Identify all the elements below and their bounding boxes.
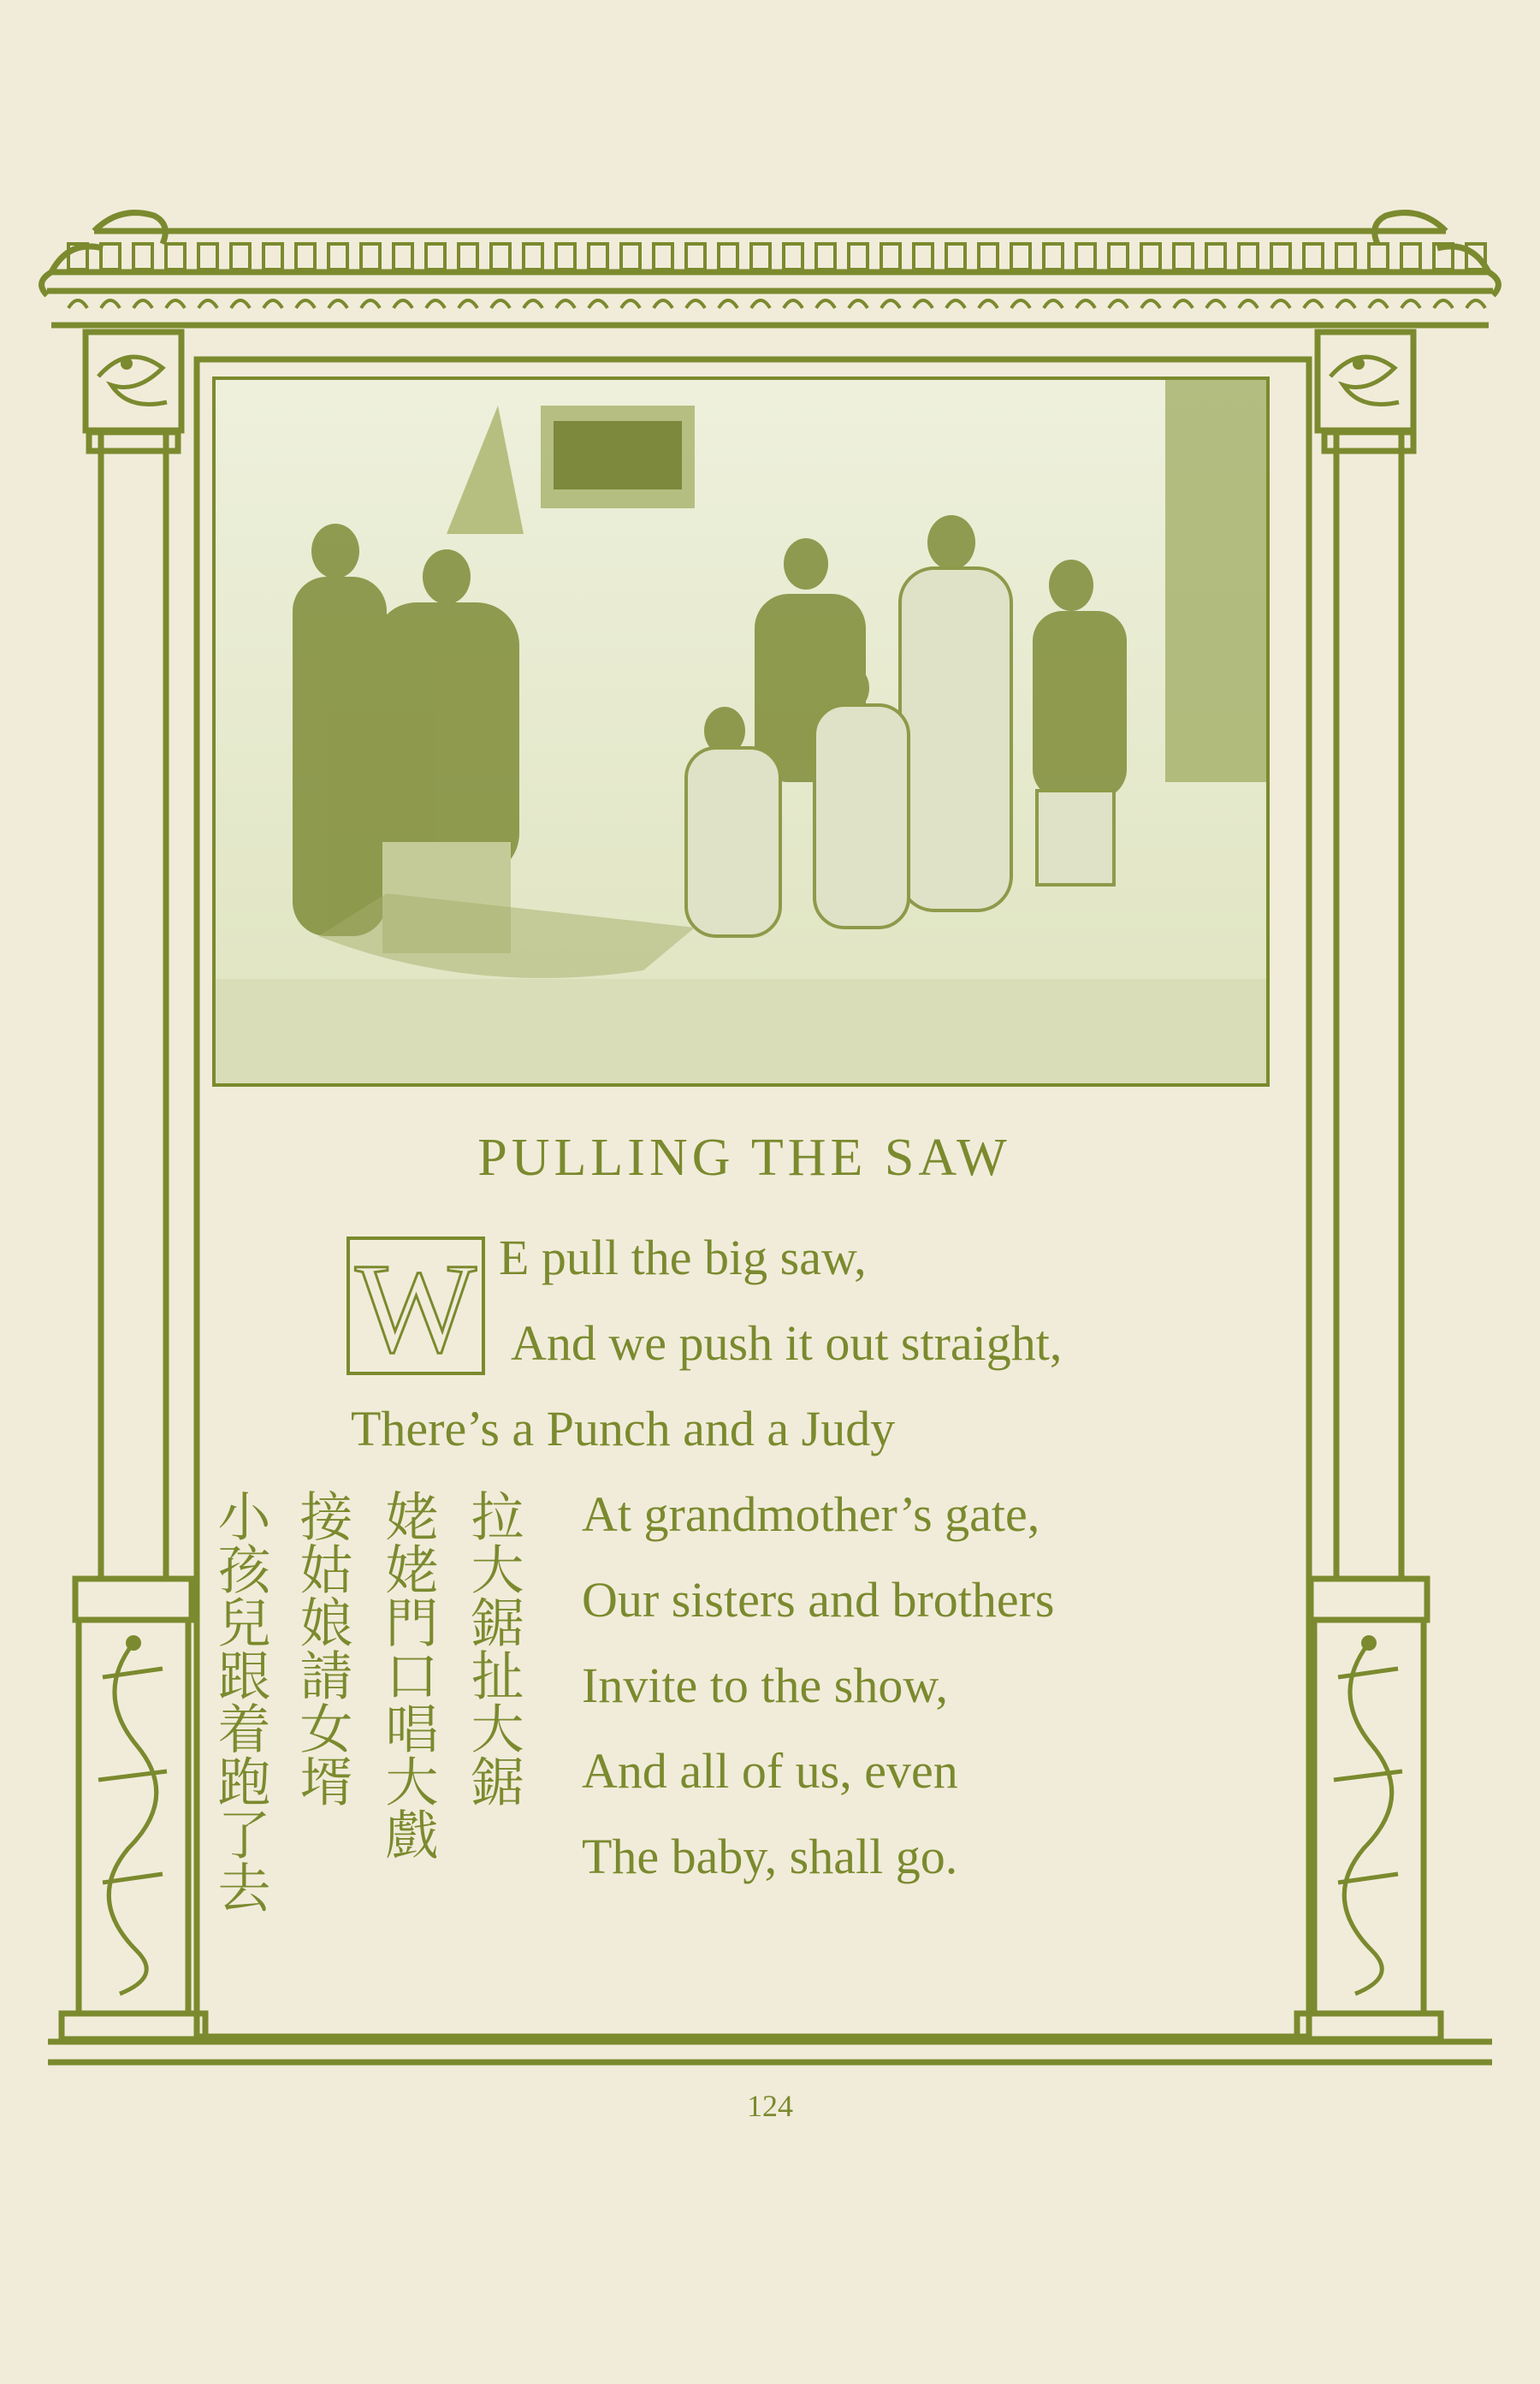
verse-line-6: Invite to the show, — [582, 1658, 948, 1713]
photograph-punch-and-judy — [212, 377, 1270, 1087]
drop-cap — [346, 1236, 485, 1379]
chinese-column-2: 姥姥門口唱大戲 — [376, 1489, 439, 1860]
chinese-column-4: 小孩兒跟着跑了去 — [209, 1489, 271, 1913]
chinese-column-3: 接姑娘請女壻 — [291, 1489, 353, 1807]
page-number: 124 — [747, 2089, 793, 2123]
verse-line-7: And all of us, even — [582, 1743, 958, 1799]
chinese-column-1: 拉大鋸扯大鋸 — [462, 1489, 524, 1807]
verse-line-5: Our sisters and brothers — [582, 1572, 1055, 1628]
verse-line-2: And we push it out straight, — [511, 1315, 1063, 1371]
drop-cap-letter: W — [355, 1237, 477, 1379]
verse-line-3: There’s a Punch and a Judy — [351, 1401, 896, 1456]
poem-title: PULLING THE SAW — [477, 1129, 1011, 1187]
verse-line-1: E pull the big saw, — [499, 1230, 867, 1285]
verse-line-8: The baby, shall go. — [582, 1829, 958, 1884]
verse-line-4: At grandmother’s gate, — [582, 1486, 1040, 1542]
